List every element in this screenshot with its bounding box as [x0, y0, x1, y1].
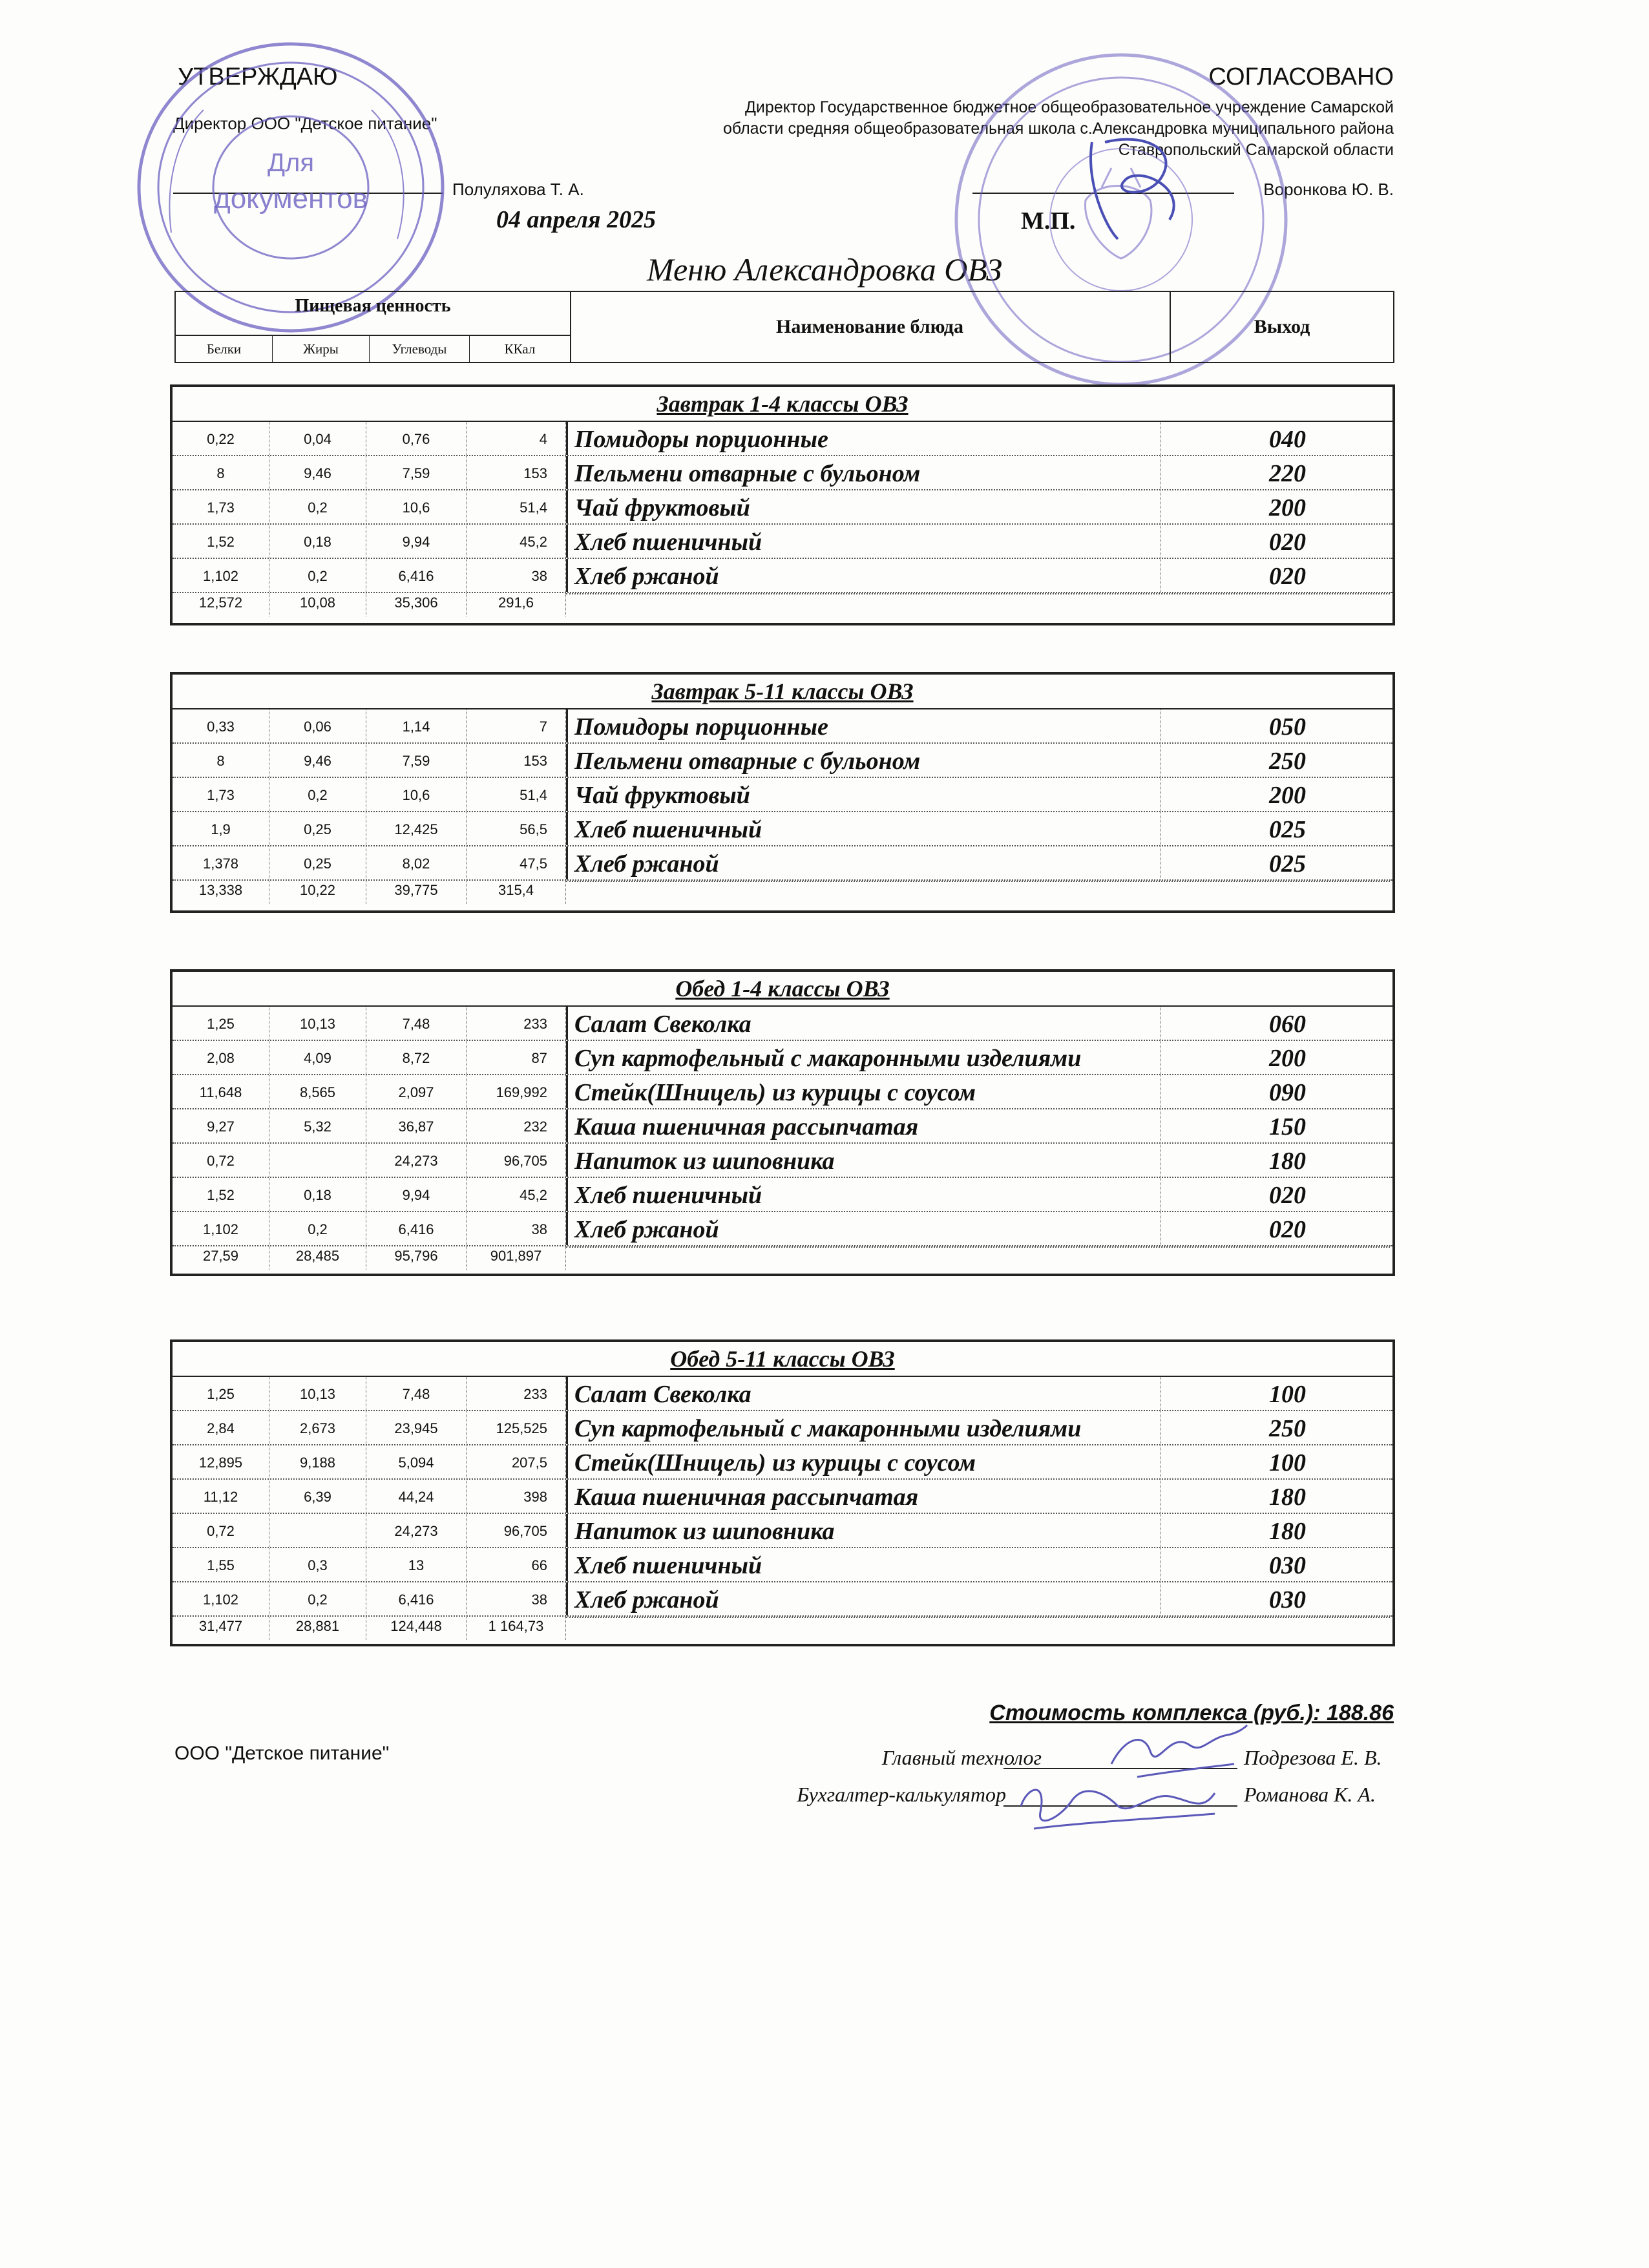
dish-name: Хлеб пшеничный	[566, 812, 1161, 845]
dish-name: Стейк(Шницель) из курицы с соусом	[566, 1075, 1161, 1108]
menu-row	[173, 1041, 1392, 1075]
director-signature	[1066, 129, 1215, 246]
carbs-cell: 2,097	[366, 1075, 467, 1108]
protein-cell: 12,895	[173, 1445, 269, 1478]
fat-cell	[269, 1514, 366, 1547]
dish-yield: 180	[1269, 1148, 1306, 1175]
menu-row	[173, 1212, 1392, 1246]
dish-yield: 020	[1269, 563, 1306, 590]
kcal-cell: 96,705	[467, 1514, 566, 1547]
dish-yield: 200	[1269, 494, 1306, 521]
protein-cell: 8	[173, 744, 269, 777]
footer-organization: ООО "Детское питание"	[174, 1743, 390, 1764]
menu-row	[173, 525, 1392, 559]
fat-total: 28,485	[269, 1246, 366, 1270]
menu-section	[170, 1339, 1395, 1646]
dish-name: Напиток из шиповника	[566, 1144, 1161, 1177]
fat-cell: 0,2	[269, 559, 366, 592]
carbs-cell: 36,87	[366, 1109, 467, 1142]
carbs-cell: 6,416	[366, 559, 467, 592]
dish-yield: 025	[1269, 816, 1306, 843]
fat-cell: 9,46	[269, 456, 366, 489]
carbs-cell: 24,273	[366, 1144, 467, 1177]
fat-cell: 0,18	[269, 1178, 366, 1211]
dish-yield: 050	[1269, 713, 1306, 740]
carbs-cell: 23,945	[366, 1411, 467, 1444]
kcal-cell: 56,5	[467, 812, 566, 845]
menu-section	[170, 969, 1395, 1276]
fat-cell: 4,09	[269, 1041, 366, 1074]
protein-cell: 11,12	[173, 1480, 269, 1513]
dish-yield: 200	[1269, 782, 1306, 809]
stamp-text-word: Для	[267, 149, 315, 177]
fat-cell: 9,188	[269, 1445, 366, 1478]
dish-name: Хлеб пшеничный	[566, 1178, 1161, 1211]
dish-name: Помидоры порционные	[566, 422, 1161, 455]
protein-cell: 1,378	[173, 846, 269, 879]
protein-cell: 1,102	[173, 559, 269, 592]
fat-cell: 0,2	[269, 490, 366, 523]
menu-row	[173, 744, 1392, 778]
accountant-signature	[1008, 1767, 1228, 1838]
kcal-cell: 38	[467, 1212, 566, 1245]
protein-cell: 0,22	[173, 422, 269, 455]
protein-cell: 2,84	[173, 1411, 269, 1444]
menu-row	[173, 846, 1392, 881]
dish-yield: 180	[1269, 1518, 1306, 1545]
fat-total: 28,881	[269, 1617, 366, 1640]
dish-yield: 100	[1269, 1449, 1306, 1476]
fat-header: Жиры	[273, 336, 370, 362]
dish-yield: 090	[1269, 1079, 1306, 1106]
fat-cell: 9,46	[269, 744, 366, 777]
dish-yield: 250	[1269, 748, 1306, 775]
carbs-cell: 7,48	[366, 1377, 467, 1410]
menu-row	[173, 1480, 1392, 1514]
kcal-cell: 398	[467, 1480, 566, 1513]
kcal-cell: 153	[467, 456, 566, 489]
carbs-cell: 8,72	[366, 1041, 467, 1074]
totals-blank	[566, 1246, 1390, 1270]
section-title: Завтрак 5-11 классы ОВЗ	[173, 675, 1392, 709]
protein-total: 13,338	[173, 881, 269, 904]
protein-cell: 8	[173, 456, 269, 489]
kcal-cell: 45,2	[467, 525, 566, 558]
dish-yield: 220	[1269, 460, 1306, 487]
dish-yield: 030	[1269, 1552, 1306, 1579]
yield-header: Выход	[1254, 316, 1310, 337]
kcal-cell: 87	[467, 1041, 566, 1074]
menu-row	[173, 709, 1392, 744]
dish-name: Помидоры порционные	[566, 709, 1161, 742]
column-header	[174, 291, 1394, 363]
dish-name: Напиток из шиповника	[566, 1514, 1161, 1547]
menu-row	[173, 422, 1392, 456]
menu-row	[173, 812, 1392, 846]
kcal-cell: 66	[467, 1548, 566, 1581]
fat-cell: 0,18	[269, 525, 366, 558]
fat-cell: 10,13	[269, 1377, 366, 1410]
kcal-cell: 233	[467, 1007, 566, 1040]
dish-name: Хлеб ржаной	[566, 1212, 1161, 1245]
dish-name: Каша пшеничная рассыпчатая	[566, 1480, 1161, 1513]
fat-cell: 0,2	[269, 1582, 366, 1615]
protein-cell: 1,102	[173, 1212, 269, 1245]
menu-row	[173, 1109, 1392, 1144]
nutrition-header	[176, 292, 571, 362]
dish-yield: 030	[1269, 1586, 1306, 1613]
dish-name: Чай фруктовый	[566, 778, 1161, 811]
fat-cell: 2,673	[269, 1411, 366, 1444]
protein-cell: 1,9	[173, 812, 269, 845]
protein-cell: 1,25	[173, 1007, 269, 1040]
protein-cell: 1,73	[173, 490, 269, 523]
agree-position-line: Директор Государственное бюджетное общеобразовательное учреждение Самарской	[744, 98, 1394, 116]
dish-name: Хлеб ржаной	[566, 559, 1161, 592]
kcal-cell: 207,5	[467, 1445, 566, 1478]
protein-cell: 2,08	[173, 1041, 269, 1074]
dish-yield: 060	[1269, 1011, 1306, 1038]
carbs-cell: 8,02	[366, 846, 467, 879]
carbs-total: 124,448	[366, 1617, 467, 1640]
menu-row	[173, 456, 1392, 490]
carbs-cell: 6,416	[366, 1212, 467, 1245]
protein-cell: 1,25	[173, 1377, 269, 1410]
kcal-total: 901,897	[467, 1246, 566, 1270]
carbs-total: 35,306	[366, 593, 467, 616]
technologist-role: Главный технолог	[881, 1746, 1042, 1769]
section-title: Обед 5-11 классы ОВЗ	[173, 1342, 1392, 1377]
nutrition-title: Пищевая ценность	[176, 292, 570, 336]
carbs-cell: 12,425	[366, 812, 467, 845]
dish-yield: 040	[1269, 426, 1306, 453]
dish-yield: 020	[1269, 1216, 1306, 1243]
menu-row	[173, 559, 1392, 593]
menu-row	[173, 1582, 1392, 1617]
carbs-total: 95,796	[366, 1246, 467, 1270]
menu-row	[173, 1411, 1392, 1445]
fat-cell: 0,25	[269, 812, 366, 845]
kcal-cell: 51,4	[467, 778, 566, 811]
carbs-cell: 9,94	[366, 1178, 467, 1211]
fat-cell: 0,2	[269, 1212, 366, 1245]
kcal-total: 1 164,73	[467, 1617, 566, 1640]
fat-cell: 5,32	[269, 1109, 366, 1142]
menu-row	[173, 1445, 1392, 1480]
protein-cell: 1,52	[173, 525, 269, 558]
kcal-cell: 169,992	[467, 1075, 566, 1108]
dish-name: Суп картофельный с макаронными изделиями	[566, 1041, 1161, 1074]
fat-cell: 0,2	[269, 778, 366, 811]
fat-cell: 0,04	[269, 422, 366, 455]
carbs-cell: 7,48	[366, 1007, 467, 1040]
kcal-cell: 45,2	[467, 1178, 566, 1211]
kcal-cell: 7	[467, 709, 566, 742]
kcal-cell: 153	[467, 744, 566, 777]
totals-blank	[566, 1617, 1390, 1640]
fat-cell: 10,13	[269, 1007, 366, 1040]
carbs-cell: 10,6	[366, 778, 467, 811]
carbs-cell: 44,24	[366, 1480, 467, 1513]
totals-row	[173, 1246, 1392, 1270]
kcal-total: 291,6	[467, 593, 566, 616]
fat-cell: 0,06	[269, 709, 366, 742]
section-title: Обед 1-4 классы ОВЗ	[173, 972, 1392, 1007]
carbs-cell: 10,6	[366, 490, 467, 523]
menu-row	[173, 1548, 1392, 1582]
dish-yield: 025	[1269, 850, 1306, 877]
kcal-cell: 38	[467, 559, 566, 592]
approve-title: УТВЕРЖДАЮ	[178, 63, 338, 90]
kcal-cell: 96,705	[467, 1144, 566, 1177]
carbs-total: 39,775	[366, 881, 467, 904]
menu-row	[173, 778, 1392, 812]
dish-name: Хлеб пшеничный	[566, 1548, 1161, 1581]
protein-cell: 0,72	[173, 1514, 269, 1547]
carbs-cell: 5,094	[366, 1445, 467, 1478]
totals-row	[173, 1617, 1392, 1640]
protein-cell: 9,27	[173, 1109, 269, 1142]
agree-title: СОГЛАСОВАНО	[1208, 63, 1394, 90]
kcal-total: 315,4	[467, 881, 566, 904]
carbs-header: Углеводы	[370, 336, 470, 362]
stamp-text-word: документов	[214, 183, 368, 215]
dish-name: Стейк(Шницель) из курицы с соусом	[566, 1445, 1161, 1478]
dish-yield: 020	[1269, 529, 1306, 556]
carbs-cell: 0,76	[366, 422, 467, 455]
fat-cell: 8,565	[269, 1075, 366, 1108]
protein-total: 27,59	[173, 1246, 269, 1270]
dish-yield: 200	[1269, 1045, 1306, 1072]
agree-name: Воронкова Ю. В.	[1263, 180, 1394, 199]
dish-name: Пельмени отварные с бульоном	[566, 744, 1161, 777]
menu-row	[173, 1178, 1392, 1212]
kcal-header: ККал	[504, 341, 536, 357]
fat-cell: 0,3	[269, 1548, 366, 1581]
menu-row	[173, 490, 1392, 525]
menu-title: Меню Александровка ОВЗ	[647, 251, 1002, 288]
dish-header: Наименование блюда	[570, 292, 1171, 362]
protein-cell: 1,55	[173, 1548, 269, 1581]
fat-cell	[269, 1144, 366, 1177]
dish-name: Хлеб пшеничный	[566, 525, 1161, 558]
carbs-cell: 1,14	[366, 709, 467, 742]
technologist-name: Подрезова Е. В.	[1244, 1746, 1382, 1769]
fat-cell: 0,25	[269, 846, 366, 879]
totals-row	[173, 881, 1392, 904]
dish-name: Пельмени отварные с бульоном	[566, 456, 1161, 489]
accountant-role: Бухгалтер-калькулятор	[797, 1783, 1006, 1806]
dish-yield: 150	[1269, 1113, 1306, 1140]
dish-name: Чай фруктовый	[566, 490, 1161, 523]
kcal-cell: 125,525	[467, 1411, 566, 1444]
protein-total: 31,477	[173, 1617, 269, 1640]
protein-header: Белки	[176, 336, 273, 362]
fat-total: 10,22	[269, 881, 366, 904]
stamp-place-label: М.П.	[1021, 207, 1076, 235]
menu-row	[173, 1075, 1392, 1109]
fat-total: 10,08	[269, 593, 366, 616]
menu-row	[173, 1514, 1392, 1548]
kcal-cell: 233	[467, 1377, 566, 1410]
complex-cost: Стоимость комплекса (руб.): 188.86	[989, 1701, 1394, 1725]
document-date: 04 апреля 2025	[496, 206, 656, 233]
carbs-cell: 13	[366, 1548, 467, 1581]
section-title: Завтрак 1-4 классы ОВЗ	[173, 387, 1392, 422]
dish-yield: 250	[1269, 1415, 1306, 1442]
agree-position-line: Ставропольский Самарской области	[1118, 141, 1394, 159]
kcal-cell: 47,5	[467, 846, 566, 879]
dish-name: Каша пшеничная рассыпчатая	[566, 1109, 1161, 1142]
dish-yield: 100	[1269, 1381, 1306, 1408]
kcal-cell: 38	[467, 1582, 566, 1615]
carbs-cell: 7,59	[366, 456, 467, 489]
menu-row	[173, 1007, 1392, 1041]
dish-yield: 020	[1269, 1182, 1306, 1209]
accountant-name: Романова К. А.	[1244, 1783, 1376, 1806]
approve-name: Полуляхова Т. А.	[452, 180, 584, 199]
totals-blank	[566, 881, 1390, 904]
protein-cell: 1,102	[173, 1582, 269, 1615]
menu-row	[173, 1144, 1392, 1178]
menu-row	[173, 1377, 1392, 1411]
menu-section	[170, 672, 1395, 913]
protein-cell: 11,648	[173, 1075, 269, 1108]
protein-total: 12,572	[173, 593, 269, 616]
protein-cell: 0,72	[173, 1144, 269, 1177]
carbs-cell: 24,273	[366, 1514, 467, 1547]
dish-name: Суп картофельный с макаронными изделиями	[566, 1411, 1161, 1444]
agree-position-line: области средняя общеобразовательная школа с.Александровка муниципального района	[723, 120, 1394, 138]
protein-cell: 1,73	[173, 778, 269, 811]
carbs-cell: 9,94	[366, 525, 467, 558]
menu-section	[170, 384, 1395, 625]
kcal-cell: 4	[467, 422, 566, 455]
carbs-cell: 6,416	[366, 1582, 467, 1615]
dish-yield: 180	[1269, 1484, 1306, 1511]
dish-name: Салат Свеколка	[566, 1377, 1161, 1410]
dish-name: Хлеб ржаной	[566, 1582, 1161, 1615]
fat-cell: 6,39	[269, 1480, 366, 1513]
protein-cell: 0,33	[173, 709, 269, 742]
approve-position: Директор ООО "Детское питание"	[173, 114, 437, 133]
totals-row	[173, 593, 1392, 616]
kcal-cell: 232	[467, 1109, 566, 1142]
carbs-cell: 7,59	[366, 744, 467, 777]
kcal-cell: 51,4	[467, 490, 566, 523]
totals-blank	[566, 593, 1390, 616]
dish-name: Салат Свеколка	[566, 1007, 1161, 1040]
protein-cell: 1,52	[173, 1178, 269, 1211]
dish-name: Хлеб ржаной	[566, 846, 1161, 879]
